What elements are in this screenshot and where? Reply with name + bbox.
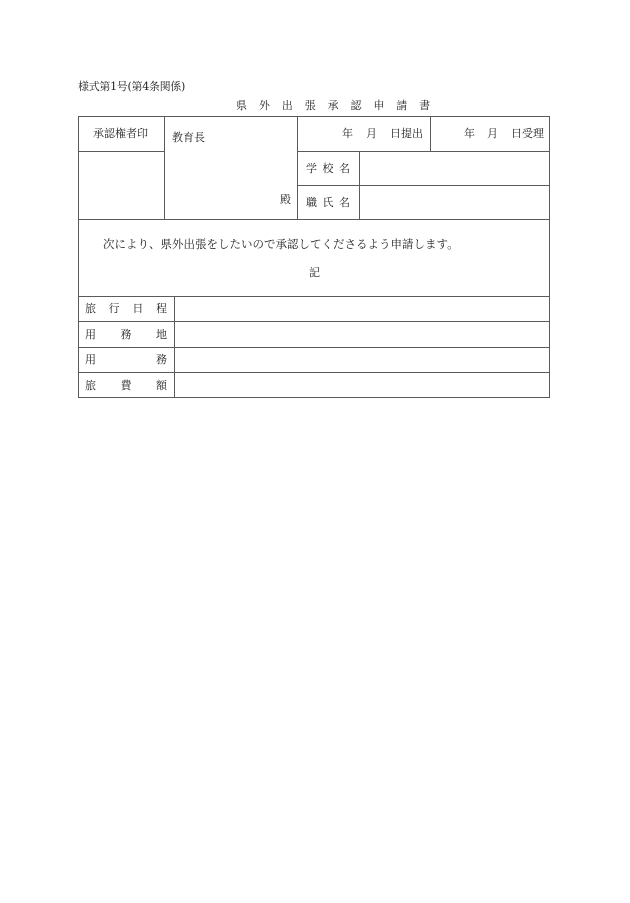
divider-seal-addressee: [164, 116, 165, 220]
honorific-label: 殿: [280, 193, 291, 206]
travel-schedule-label: 旅 行 日 程: [85, 302, 167, 315]
received-month-label: 月: [487, 127, 498, 140]
divider-school-row: [297, 185, 550, 186]
submitted-day-label: 日提出: [390, 127, 423, 140]
divider-date-row: [297, 151, 550, 152]
travel-expense-label: 旅 費 額: [85, 379, 167, 392]
school-name-input[interactable]: [362, 153, 548, 184]
received-year-label: 年: [464, 127, 475, 140]
divider-row-1: [78, 321, 550, 322]
approver-seal-label: 承認権者印: [93, 127, 148, 140]
received-date-field[interactable]: [431, 117, 549, 151]
document-title: 県 外 出 張 承 認 申 請 書: [236, 99, 435, 112]
addressee-label: 教育長: [172, 131, 205, 144]
divider-header-bottom: [78, 219, 550, 220]
divider-row-3: [78, 372, 550, 373]
application-statement: 次により、県外出張をしたいので承認してくださるよう申請します。: [103, 237, 459, 251]
travel-expense-input[interactable]: [177, 374, 547, 396]
submitted-year-label: 年: [342, 127, 353, 140]
ki-label: 記: [309, 266, 320, 279]
form-number-label: 様式第1号(第4条関係): [78, 80, 185, 93]
travel-schedule-input[interactable]: [177, 298, 547, 320]
submitted-date-field[interactable]: [298, 117, 430, 151]
position-name-input[interactable]: [362, 187, 548, 218]
school-name-label: 学 校 名: [306, 162, 351, 175]
received-day-label: 日受理: [511, 127, 544, 140]
position-name-label: 職 氏 名: [306, 196, 351, 209]
divider-info-labels: [359, 151, 360, 220]
submitted-month-label: 月: [366, 127, 377, 140]
divider-row-2: [78, 347, 550, 348]
business-location-input[interactable]: [177, 323, 547, 346]
business-purpose-input[interactable]: [177, 349, 547, 371]
divider-notice-bottom: [78, 296, 550, 297]
business-location-label: 用 務 地: [85, 328, 167, 341]
business-purpose-label: 用 務: [85, 353, 167, 366]
approver-seal-box[interactable]: [79, 152, 164, 219]
